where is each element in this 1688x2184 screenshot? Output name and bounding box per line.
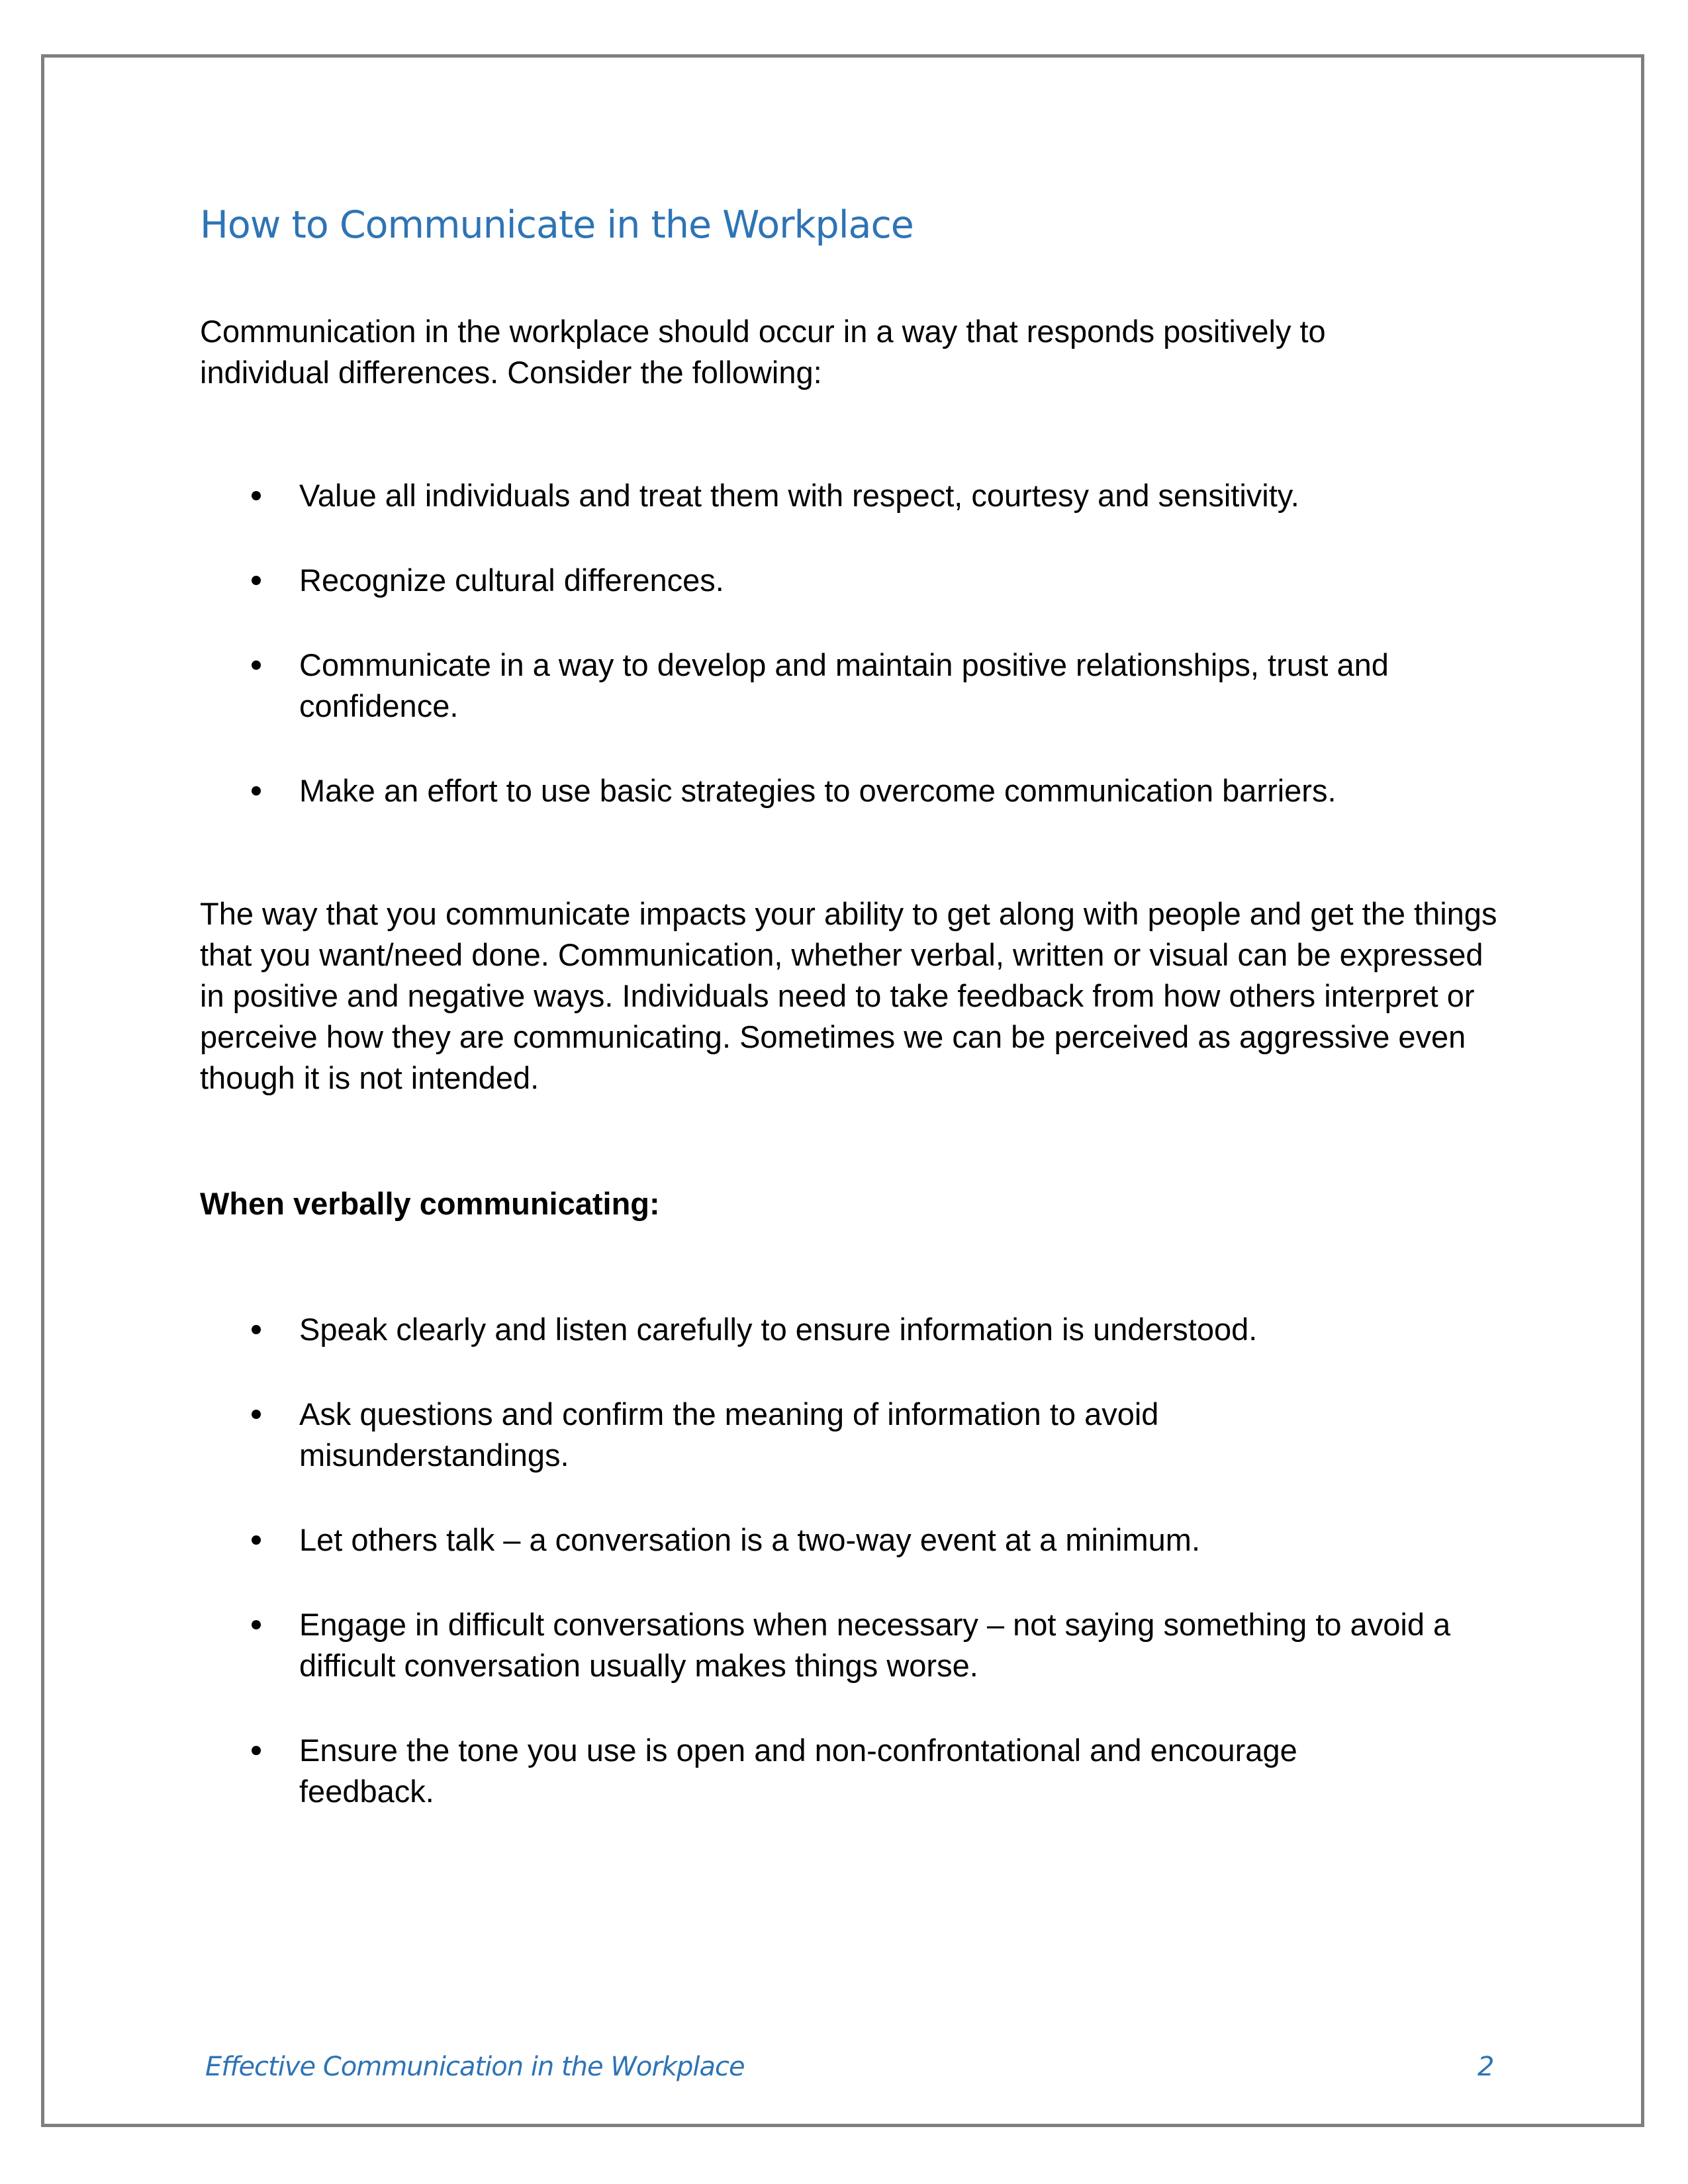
- bullet-icon: [252, 1535, 261, 1545]
- bullet-icon: [252, 1410, 261, 1419]
- respect-list: [200, 475, 1517, 811]
- list-item: Ensure the tone you use is open and non-confrontational and encourage feedback.: [200, 1730, 1438, 1812]
- list-item: Ask questions and confirm the meaning of information to avoid misunderstandings.: [200, 1394, 1332, 1476]
- list-item: Make an effort to use basic strategies to overcome communication barriers.: [200, 770, 1517, 811]
- list-item: Let others talk – a conversation is a two-way event at a minimum.: [200, 1520, 1517, 1561]
- page-title: How to Communicate in the Workplace: [200, 203, 914, 247]
- list-item: Value all individuals and treat them with respect, courtesy and sensitivity.: [200, 475, 1517, 516]
- verbal-list: [200, 1309, 1517, 1812]
- list-item: Communicate in a way to develop and maintain positive relationships, trust and confidence.: [200, 645, 1464, 727]
- page-number: 2: [1477, 2052, 1495, 2082]
- list-item: Engage in difficult conversations when necessary – not saying something to avoid a difficult conversation usually makes things worse.: [200, 1604, 1451, 1686]
- communication-paragraph: The way that you communicate impacts your ability to get along with people and get the things that you want/need done. Communication, whether verbal, written or visual can be expressed in positive and negative ways. Individuals need to take feedback from how others interpret or perceive how they are communicating. Sometimes we can be perceived as aggressive even though it is not intended.: [200, 896, 1497, 1095]
- intro-paragraph: Communication in the workplace should occur in a way that responds positively to individual differences. Consider the following:: [200, 314, 1326, 390]
- list-item: Speak clearly and listen carefully to ensure information is understood.: [200, 1309, 1517, 1350]
- verbal-subheading: When verbally communicating:: [200, 1186, 660, 1221]
- list-item: Recognize cultural differences.: [200, 560, 1517, 601]
- bullet-icon: [252, 786, 261, 796]
- bullet-icon: [252, 491, 261, 500]
- bullet-icon: [252, 1620, 261, 1629]
- bullet-icon: [252, 1746, 261, 1755]
- bullet-icon: [252, 1325, 261, 1334]
- document-body: [200, 199, 1517, 1812]
- footer-title: Effective Communication in the Workplace: [205, 2052, 745, 2082]
- bullet-icon: [252, 660, 261, 670]
- bullet-icon: [252, 576, 261, 585]
